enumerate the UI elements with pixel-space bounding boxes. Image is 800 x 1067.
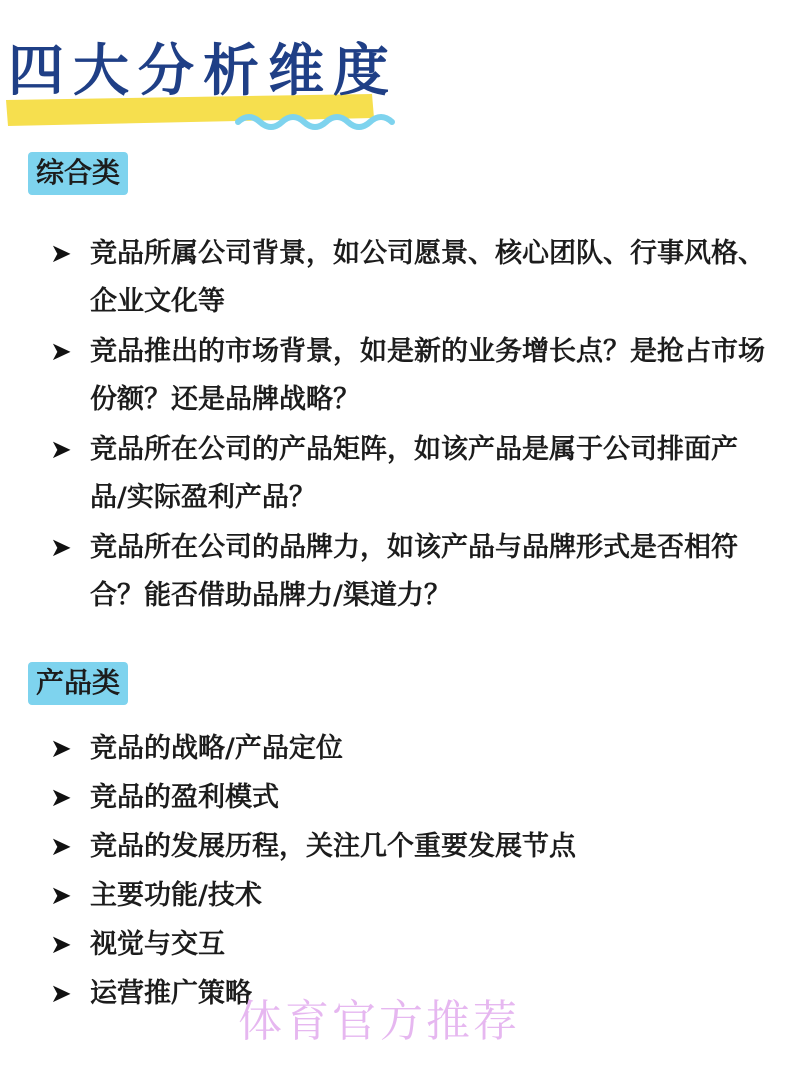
section-tag-product: 产品类 bbox=[28, 662, 128, 705]
list-item-text: 主要功能/技术 bbox=[90, 880, 262, 911]
list-item bbox=[50, 524, 770, 620]
list-item-text: 竞品所在公司的品牌力，如该产品与品牌形式是否相符合？能否借助品牌力/渠道力？ bbox=[90, 532, 738, 611]
list-item-text: 运营推广策略 bbox=[90, 978, 252, 1009]
watermark-text: 体育官方推荐 bbox=[238, 996, 520, 1047]
arrowhead-bullet-icon: ➤ bbox=[50, 881, 72, 911]
arrowhead-bullet-icon: ➤ bbox=[50, 783, 72, 813]
list-item-text: 竞品所属公司背景，如公司愿景、核心团队、行事风格、企业文化等 bbox=[90, 238, 765, 317]
list-item-text: 竞品的发展历程，关注几个重要发展节点 bbox=[90, 831, 576, 862]
arrowhead-bullet-icon: ➤ bbox=[50, 239, 72, 269]
page-title: 四大分析维度 bbox=[8, 39, 398, 104]
arrowhead-bullet-icon: ➤ bbox=[50, 832, 72, 862]
list-item bbox=[50, 426, 770, 522]
arrowhead-bullet-icon: ➤ bbox=[50, 930, 72, 960]
arrowhead-bullet-icon: ➤ bbox=[50, 435, 72, 465]
arrowhead-bullet-icon: ➤ bbox=[50, 734, 72, 764]
list-item bbox=[50, 328, 770, 424]
list-item bbox=[50, 775, 770, 821]
comprehensive-list bbox=[50, 230, 770, 622]
list-item bbox=[50, 726, 770, 772]
list-item bbox=[50, 873, 770, 919]
product-list bbox=[50, 726, 770, 1020]
list-item-text: 竞品推出的市场背景，如是新的业务增长点？是抢占市场份额？还是品牌战略？ bbox=[90, 336, 765, 415]
list-item bbox=[50, 824, 770, 870]
list-item-text: 竞品的盈利模式 bbox=[90, 782, 279, 813]
list-item bbox=[50, 230, 770, 326]
arrowhead-bullet-icon: ➤ bbox=[50, 337, 72, 367]
section-tag-comprehensive: 综合类 bbox=[28, 152, 128, 195]
list-item-text: 视觉与交互 bbox=[90, 929, 225, 960]
title-block bbox=[0, 30, 420, 140]
list-item bbox=[50, 922, 770, 968]
list-item-text: 竞品所在公司的产品矩阵，如该产品是属于公司排面产品/实际盈利产品？ bbox=[90, 434, 738, 513]
list-item-text: 竞品的战略/产品定位 bbox=[90, 733, 343, 764]
arrowhead-bullet-icon: ➤ bbox=[50, 533, 72, 563]
arrowhead-bullet-icon: ➤ bbox=[50, 979, 72, 1009]
